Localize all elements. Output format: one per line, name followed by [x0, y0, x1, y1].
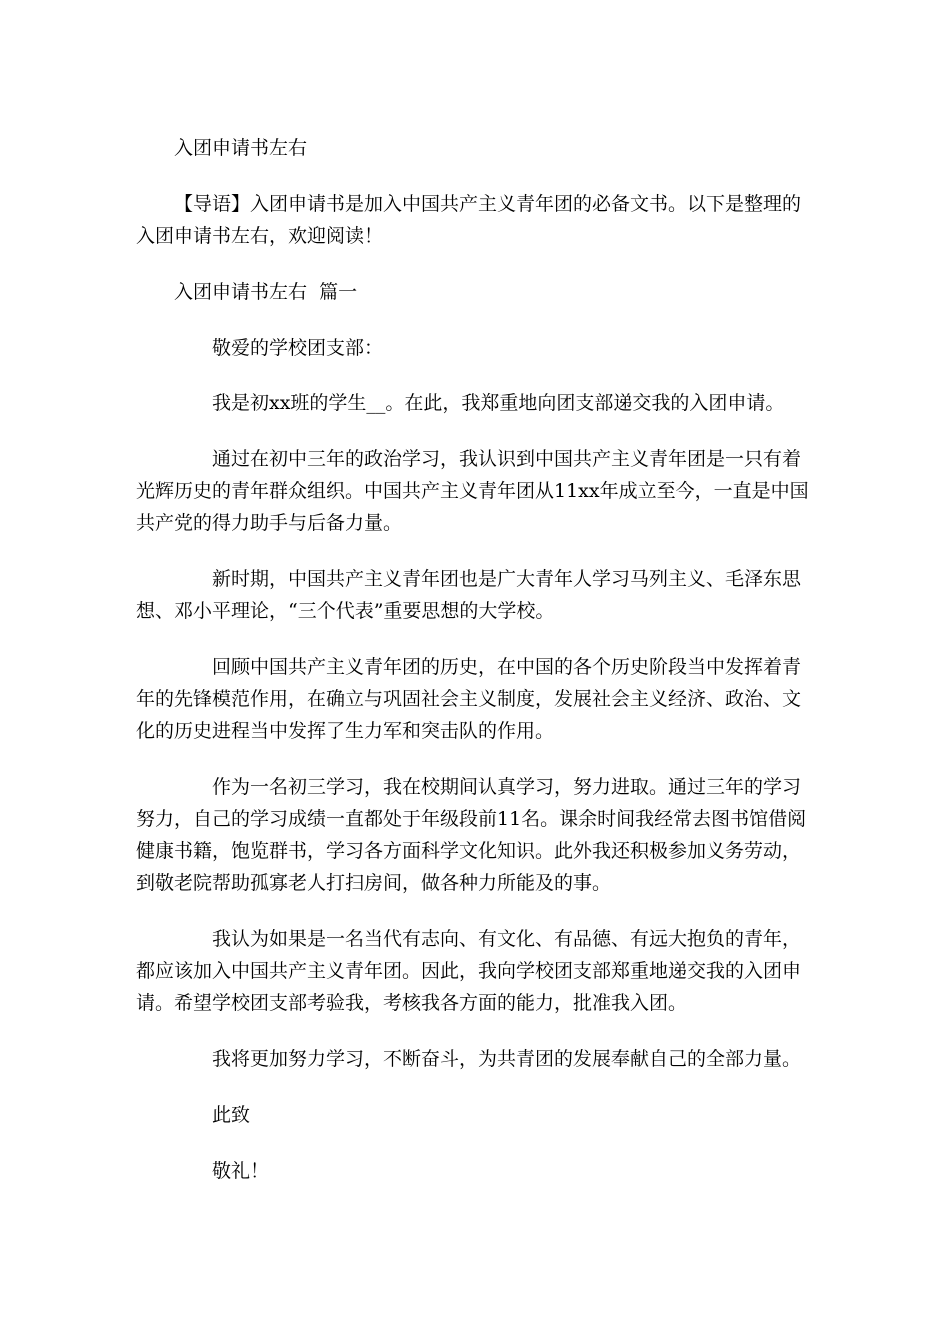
closing-line: 此致 [212, 1104, 251, 1126]
body-paragraph: 我认为如果是一名当代有志向、有文化、有品德、有远大抱负的青年，都应该加入中国共产主义青年团。因此，我向学校团支部郑重地递交我的入团申请。希望学校团支部考验我，考核我各方面的能力，批准我入团。 [136, 928, 802, 1014]
closing-salute: 敬礼！ [212, 1160, 270, 1182]
body-paragraph: 作为一名初三学习，我在校期间认真学习，努力进取。通过三年的学习努力，自己的学习成绩一直都处于年级段前11名。课余时间我经常去图书馆借阅健康书籍，饱览群书，学习各方面科学文化知识。此外我还积极参加义务劳动，到敬老院帮助孤寡老人打扫房间，做各种力所能及的事。 [136, 776, 807, 894]
body-paragraph: 通过在初中三年的政治学习，我认识到中国共产主义青年团是一只有着光辉历史的青年群众组织。中国共产主义青年团从11xx年成立至今，一直是中国共产党的得力助手与后备力量。 [136, 448, 809, 534]
document-title: 入团申请书左右 [174, 137, 308, 159]
body-paragraph: 新时期，中国共产主义青年团也是广大青年人学习马列主义、毛泽东思想、邓小平理论，“三个代表”重要思想的大学校。 [136, 568, 802, 622]
body-paragraph: 回顾中国共产主义青年团的历史，在中国的各个历史阶段当中发挥着青年的先锋模范作用，在确立与巩固社会主义制度，发展社会主义经济、政治、文化的历史进程当中发挥了生力军和突击队的作用。 [136, 656, 802, 742]
body-paragraph: 我是初xx班的学生__。在此，我郑重地向团支部递交我的入团申请。 [212, 392, 785, 414]
salutation: 敬爱的学校团支部： [212, 337, 384, 359]
section-heading: 入团申请书左右 篇一 [174, 281, 358, 303]
intro-paragraph: 【导语】入团申请书是加入中国共产主义青年团的必备文书。以下是整理的入团申请书左右，欢迎阅读！ [136, 193, 802, 247]
body-paragraph: 我将更加努力学习，不断奋斗，为共青团的发展奉献自己的全部力量。 [212, 1048, 802, 1070]
